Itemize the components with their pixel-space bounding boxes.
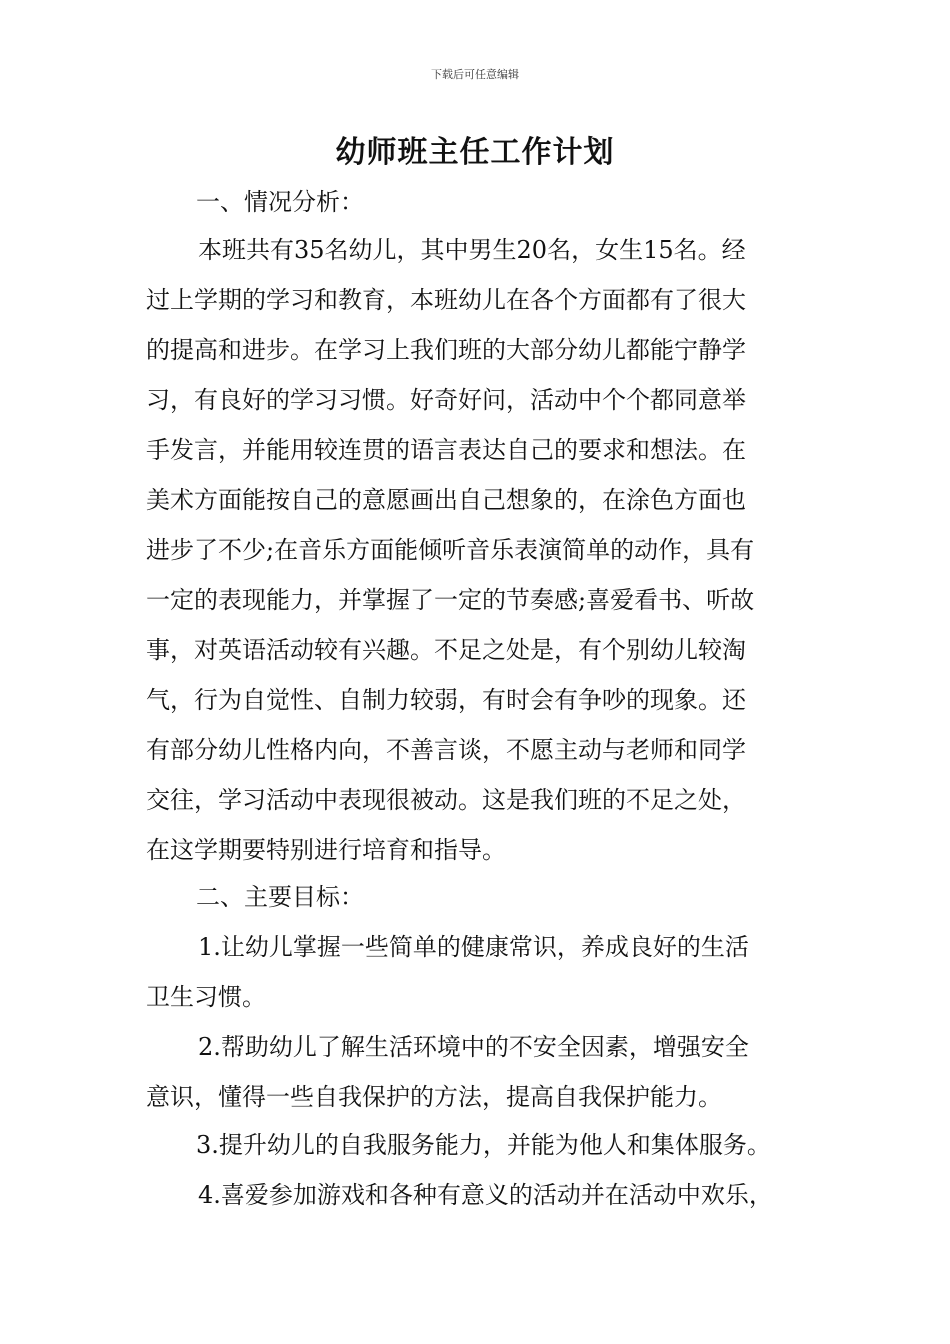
page-header: 下载后可任意编辑: [431, 68, 519, 81]
text-line: 的提高和进步。在学习上我们班的大部分幼儿都能宁静学: [146, 336, 746, 364]
text-line: 3.提升幼儿的自我服务能力，并能为他人和集体服务。: [196, 1131, 771, 1159]
text-line: 在这学期要特别进行培育和指导。: [146, 836, 506, 864]
document-title: 幼师班主任工作计划: [335, 135, 615, 170]
text-line: 一定的表现能力，并掌握了一定的节奏感;喜爱看书、听故: [146, 586, 755, 614]
goal-item-4: [146, 1170, 810, 1220]
text-line: 2.帮助幼儿了解生活环境中的不安全因素，增强安全: [198, 1033, 749, 1061]
text-line: 习，有良好的学习习惯。好奇好问，活动中个个都同意举: [146, 386, 746, 414]
text-line: 卫生习惯。: [146, 983, 266, 1011]
text-line: 交往，学习活动中表现很被动。这是我们班的不足之处，: [146, 786, 746, 814]
text-line: 事，对英语活动较有兴趣。不足之处是，有个别幼儿较淘: [146, 636, 746, 664]
text-line: 进步了不少;在音乐方面能倾听音乐表演简单的动作，具有: [146, 536, 755, 564]
text-line: 有部分幼儿性格内向，不善言谈，不愿主动与老师和同学: [146, 736, 746, 764]
text-line: 过上学期的学习和教育，本班幼儿在各个方面都有了很大: [146, 286, 746, 314]
goal-item-2: [146, 1022, 810, 1122]
section-heading-goals: 二、主要目标：: [196, 883, 364, 911]
goal-item-1: [146, 922, 810, 1022]
text-line: 气，行为自觉性、自制力较弱，有时会有争吵的现象。还: [146, 686, 746, 714]
text-line: 意识，懂得一些自我保护的方法，提高自我保护能力。: [146, 1083, 722, 1111]
text-line: 手发言，并能用较连贯的语言表达自己的要求和想法。在: [146, 436, 746, 464]
text-line: 美术方面能按自己的意愿画出自己想象的，在涂色方面也: [146, 486, 746, 514]
text-line: 4.喜爱参加游戏和各种有意义的活动并在活动中欢乐，: [198, 1181, 773, 1209]
text-line: 本班共有35名幼儿，其中男生20名，女生15名。经: [198, 236, 746, 264]
section-heading-analysis: 一、情况分析：: [196, 188, 364, 216]
goal-item-3: [146, 1120, 810, 1170]
text-line: 1.让幼儿掌握一些简单的健康常识，养成良好的生活: [198, 933, 749, 961]
paragraph-analysis: [146, 225, 810, 875]
